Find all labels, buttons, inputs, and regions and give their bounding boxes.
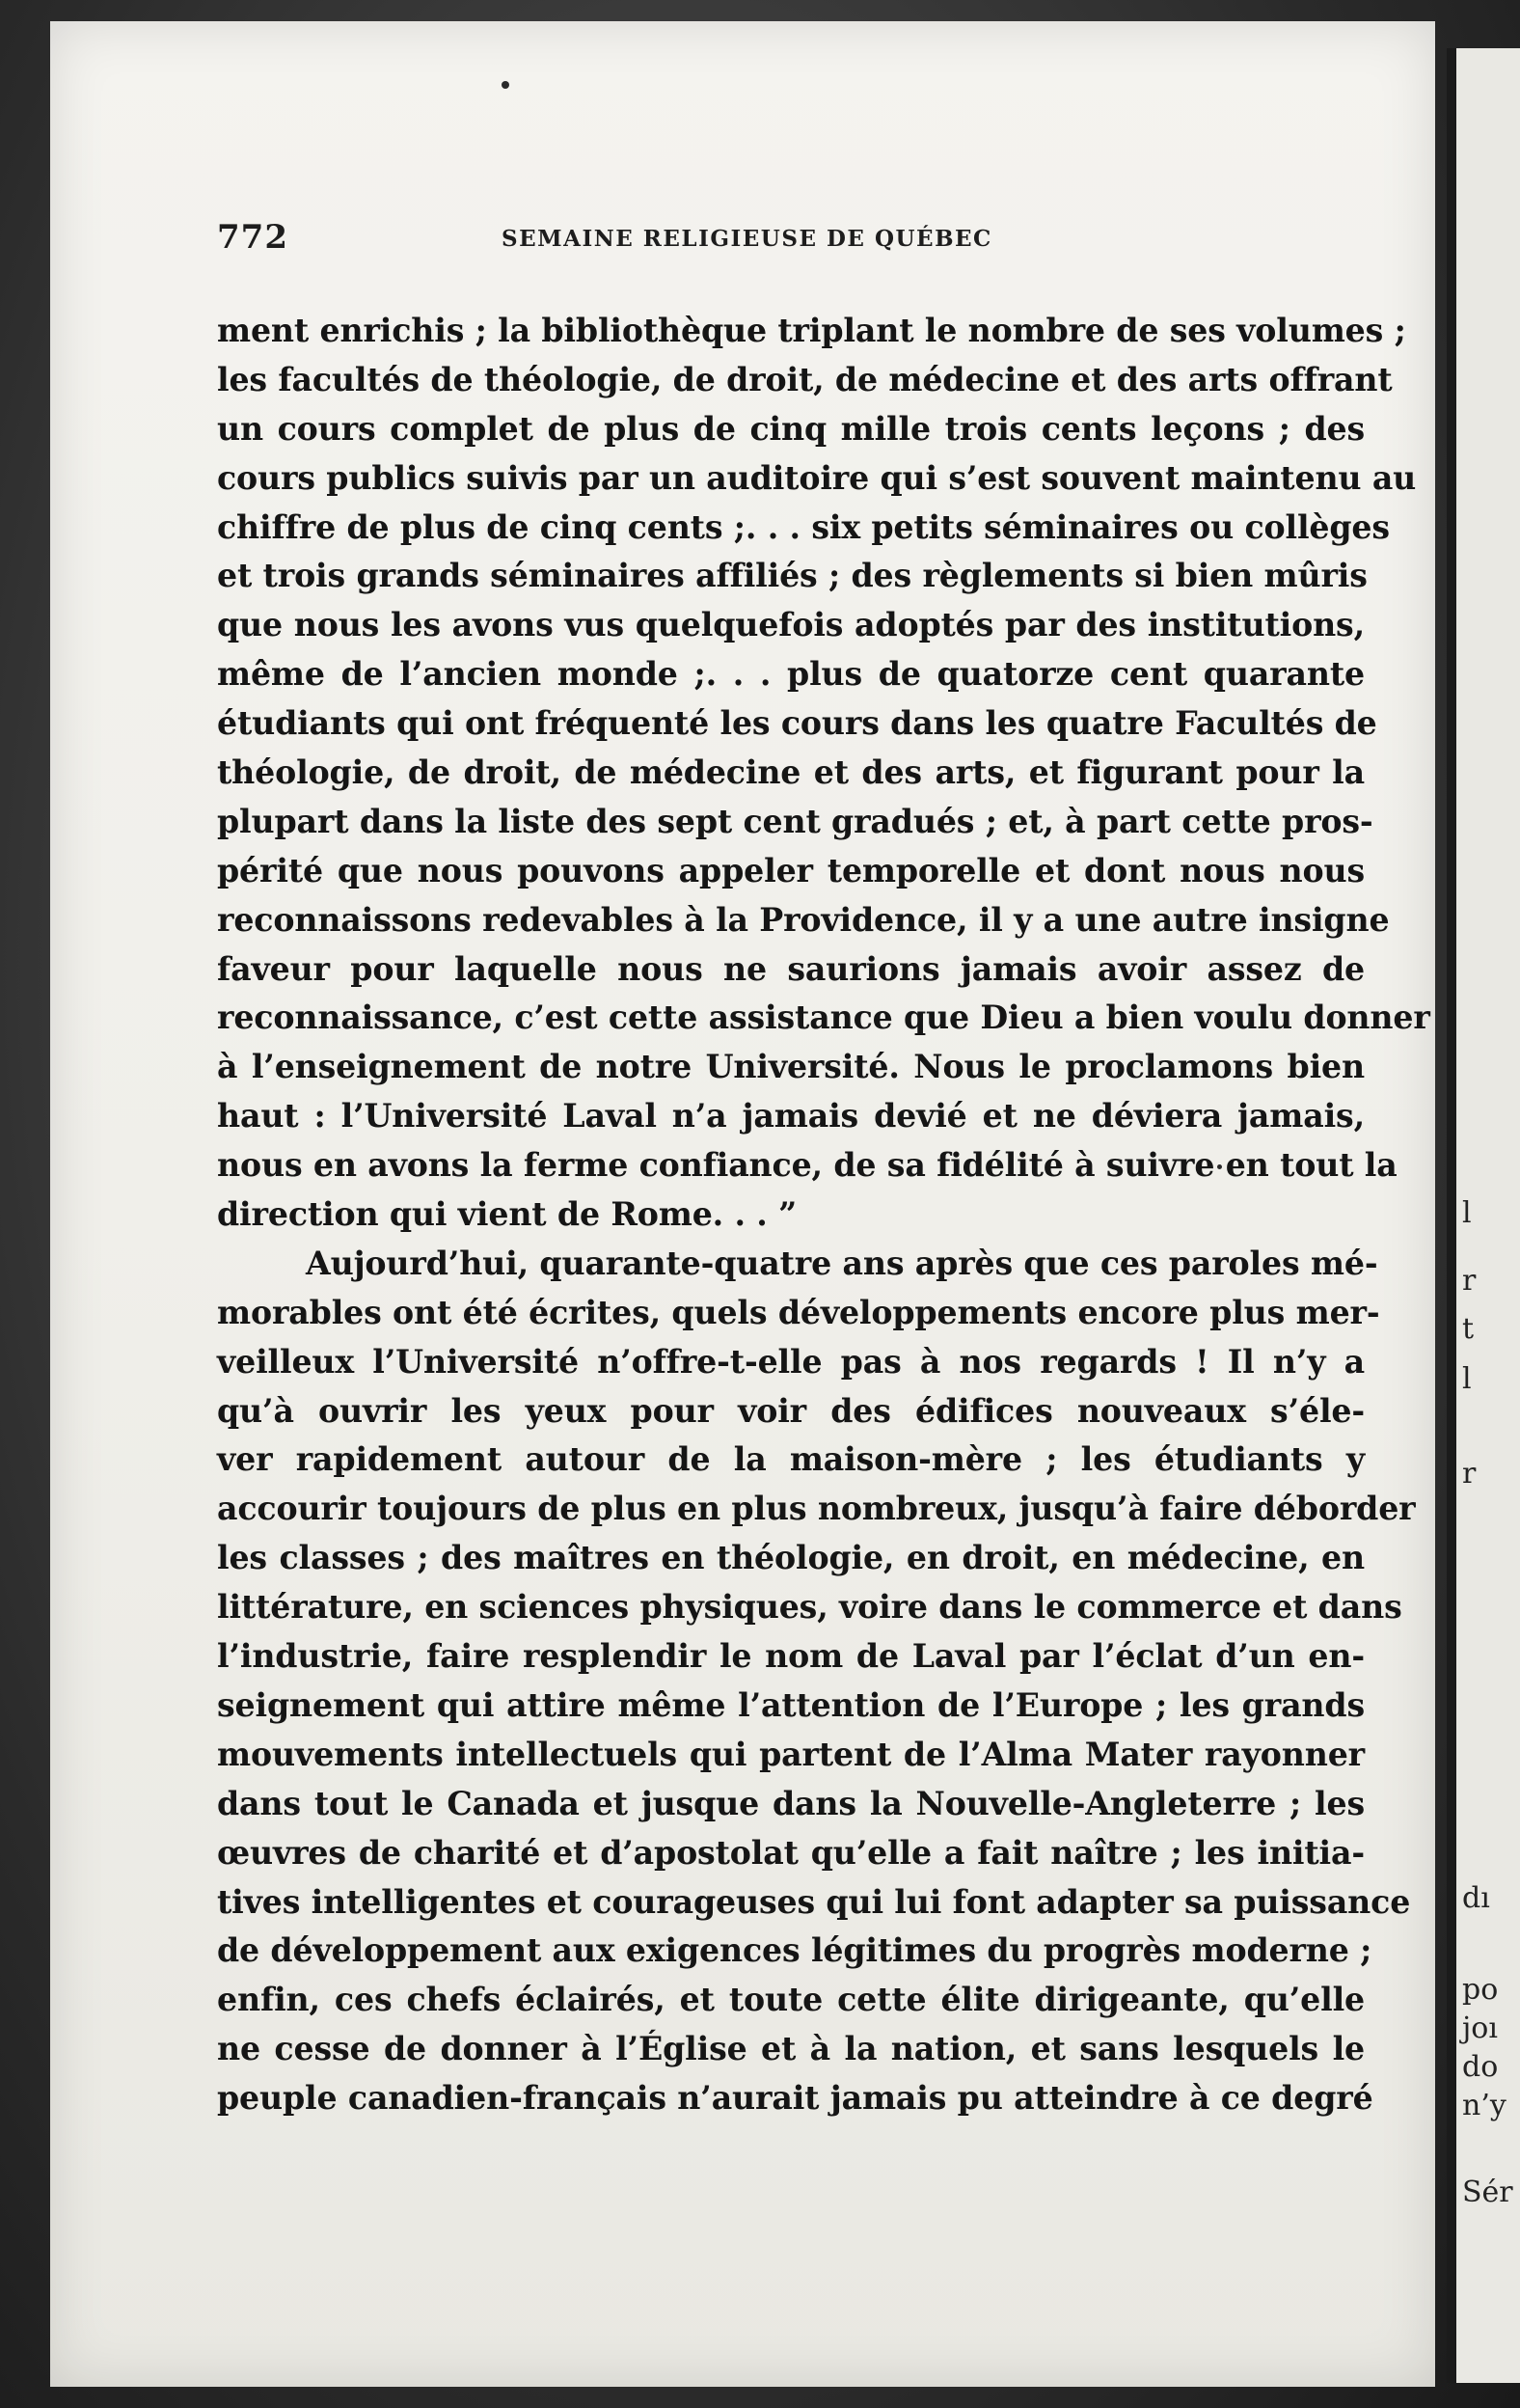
- text-line: cours publics suivis par un auditoire qui s’est souvent maintenu au: [217, 458, 1417, 497]
- text-line: reconnaissance, c’est cette assistance que Dieu a bien voulu donner: [217, 999, 1430, 1037]
- adjacent-page-fragment: l: [1462, 1362, 1472, 1396]
- paragraph-first-line: Aujourd’hui, quarante-quatre ans après que ces paroles mé-: [306, 1244, 1378, 1282]
- adjacent-page-edge: [1447, 48, 1520, 2383]
- text-line: étudiants qui ont fréquenté les cours dans les quatre Facultés de: [217, 704, 1377, 743]
- text-line: reconnaissons redevables à la Providence, il y a une autre insigne: [217, 900, 1390, 939]
- text-line: qu’à ouvrir les yeux pour voir des édifices nouveaux s’éle-: [217, 1391, 1365, 1430]
- text-line: haut : l’Université Laval n’a jamais devié et ne déviera jamais,: [217, 1097, 1365, 1136]
- text-line: direction qui vient de Rome. . . ”: [217, 1195, 798, 1234]
- adjacent-page-fragment: r: [1462, 1457, 1477, 1491]
- text-line: tives intelligentes et courageuses qui lui font adapter sa puissance: [217, 1882, 1411, 1921]
- adjacent-page-fragment: dı: [1462, 1881, 1490, 1915]
- text-line: de développement aux exigences légitimes du progrès moderne ;: [217, 1931, 1372, 1970]
- text-line: accourir toujours de plus en plus nombreux, jusqu’à faire déborder: [217, 1490, 1416, 1528]
- text-line: mouvements intellectuels qui partent de l’Alma Mater rayonner: [217, 1735, 1365, 1773]
- text-line: ver rapidement autour de la maison-mère ; les étudiants y: [217, 1440, 1365, 1479]
- text-line: faveur pour laquelle nous ne saurions jamais avoir assez de: [217, 949, 1365, 988]
- text-line: peuple canadien-français n’aurait jamais pu atteindre à ce degré: [217, 2079, 1373, 2118]
- text-line: enfin, ces chefs éclairés, et toute cette élite dirigeante, qu’elle: [217, 1981, 1365, 2019]
- text-line: et trois grands séminaires affiliés ; des règlements si bien mûris: [217, 557, 1368, 595]
- text-line: littérature, en sciences physiques, voire dans le commerce et dans: [217, 1588, 1402, 1627]
- adjacent-page-fragment: do: [1462, 2050, 1499, 2084]
- running-title: SEMAINE RELIGIEUSE DE QUÉBEC: [502, 226, 992, 252]
- adjacent-page-fragment: t: [1462, 1312, 1475, 1346]
- page-number: 772: [217, 218, 288, 257]
- text-line: seignement qui attire même l’attention de l’Europe ; les grands: [217, 1685, 1365, 1724]
- text-line: chiffre de plus de cinq cents ;. . . six petits séminaires ou collèges: [217, 507, 1390, 546]
- text-line: plupart dans la liste des sept cent gradués ; et, à part cette pros-: [217, 802, 1373, 840]
- text-line: à l’enseignement de notre Université. Nous le proclamons bien: [217, 1048, 1365, 1086]
- text-line: les facultés de théologie, de droit, de médecine et des arts offrant: [217, 360, 1393, 398]
- text-line: œuvres de charité et d’apostolat qu’elle a fait naître ; les initia-: [217, 1833, 1365, 1872]
- adjacent-page-fragment: n’y: [1462, 2089, 1506, 2122]
- text-line: dans tout le Canada et jusque dans la Nouvelle-Angleterre ; les: [217, 1784, 1365, 1822]
- text-line: morables ont été écrites, quels développements encore plus mer-: [217, 1293, 1380, 1331]
- adjacent-page-fragment: r: [1462, 1264, 1477, 1298]
- text-line: nous en avons la ferme confiance, de sa fidélité à suivre en tout la: [217, 1146, 1398, 1185]
- text-line: ment enrichis ; la bibliothèque triplant le nombre de ses volumes ;: [217, 312, 1406, 349]
- text-line: que nous les avons vus quelquefois adoptés par des institutions,: [217, 606, 1365, 644]
- text-line: les classes ; des maîtres en théologie, en droit, en médecine, en: [217, 1539, 1365, 1577]
- adjacent-page-fragment: po: [1462, 1973, 1499, 2007]
- text-line: veilleux l’Université n’offre-t-elle pas à nos regards ! Il n’y a: [217, 1342, 1365, 1381]
- adjacent-page-fragment: l: [1462, 1196, 1472, 1230]
- text-line: un cours complet de plus de cinq mille trois cents leçons ; des: [217, 409, 1365, 448]
- adjacent-page-fragment: Sér: [1462, 2175, 1513, 2209]
- text-line: périté que nous pouvons appeler temporelle et dont nous nous: [217, 851, 1365, 889]
- adjacent-page-fragment: joı: [1462, 2011, 1498, 2045]
- page-header: [217, 218, 1085, 257]
- scan-speck: [502, 81, 509, 89]
- text-line: l’industrie, faire resplendir le nom de Laval par l’éclat d’un en-: [217, 1637, 1365, 1676]
- text-line: ne cesse de donner à l’Église et à la nation, et sans lesquels le: [217, 2030, 1365, 2068]
- text-line: même de l’ancien monde ;. . . plus de quatorze cent quarante: [217, 655, 1365, 694]
- text-line: théologie, de droit, de médecine et des arts, et figurant pour la: [217, 753, 1365, 792]
- body-text: [217, 307, 1430, 2123]
